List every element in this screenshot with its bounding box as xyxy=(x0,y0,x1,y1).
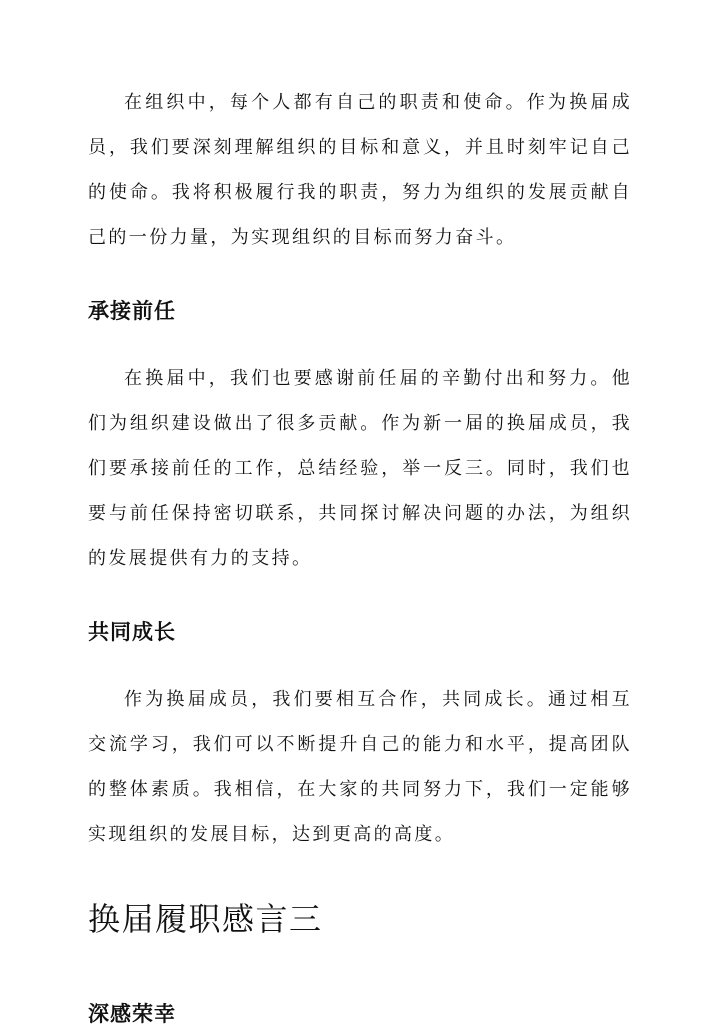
grow-paragraph: 作为换届成员，我们要相互合作，共同成长。通过相互交流学习，我们可以不断提升自己的能力和水平，提高团队的整体素质。我相信，在大家的共同努力下，我们一定能够实现组织的发展目标，达到更高的高度。 xyxy=(88,689,632,845)
section-heading-inherit: 承接前任 xyxy=(88,298,176,323)
part-title: 换届履职感言三 xyxy=(88,900,323,938)
intro-paragraph: 在组织中，每个人都有自己的职责和使命。作为换届成员，我们要深刻理解组织的目标和意义，并且时刻牢记自己的使命。我将积极履行我的职责，努力为组织的发展贡献自己的一份力量，为实现组织的目标而努力奋斗。 xyxy=(88,92,632,248)
inherit-paragraph: 在换届中，我们也要感谢前任届的辛勤付出和努力。他们为组织建设做出了很多贡献。作为新一届的换届成员，我们要承接前任的工作，总结经验，举一反三。同时，我们也要与前任保持密切联系，共同探讨解决问题的办法，为组织的发展提供有力的支持。 xyxy=(88,368,632,569)
section-heading-grow: 共同成长 xyxy=(88,619,176,644)
section-heading-honored: 深感荣幸 xyxy=(88,1001,176,1026)
